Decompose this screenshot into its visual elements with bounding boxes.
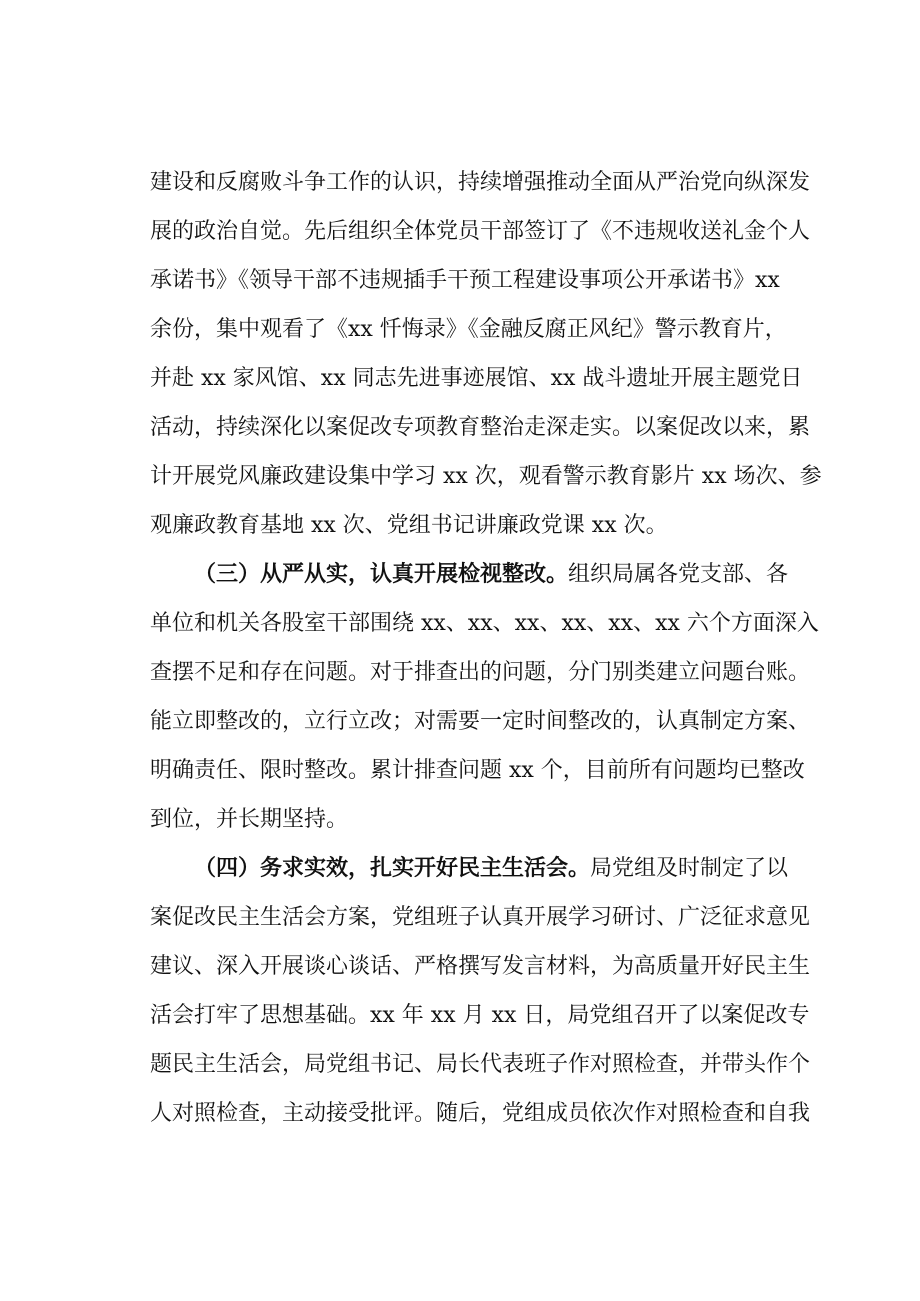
paragraph-line: 余份，集中观看了《xx 忏悔录》《金融反腐正风纪》警示教育片， (150, 317, 787, 342)
section-four-text: 局党组及时制定了以 (590, 856, 789, 881)
paragraph-line: 建议、深入开展谈心谈话、严格撰写发言材料，为高质量开好民主生 (150, 954, 811, 979)
paragraph-line: 案促改民主生活会方案，党组班子认真开展学习研讨、广泛征求意见 (150, 905, 811, 930)
section-three-heading: （三）从严从实，认真开展检视整改。 (194, 562, 569, 587)
paragraph-line: 活动，持续深化以案促改专项教育整治走深走实。以案促改以来，累 (150, 415, 811, 440)
paragraph-line: 人对照检查，主动接受批评。随后，党组成员依次作对照检查和自我 (150, 1101, 811, 1126)
paragraph-line: 承诺书》《领导干部不违规插手干预工程建设事项公开承诺书》xx (150, 268, 780, 293)
paragraph-line: 并赴 xx 家风馆、xx 同志先进事迹展馆、xx 战斗遗址开展主题党日 (150, 366, 803, 391)
paragraph-line: 单位和机关各股室干部围绕 xx、xx、xx、xx、xx、xx 六个方面深入 (150, 611, 819, 636)
paragraph-line: 展的政治自觉。先后组织全体党员干部签订了《不违规收送礼金个人 (150, 219, 811, 244)
paragraph-line: 到位，并长期坚持。 (150, 807, 349, 832)
paragraph-line: 题民主生活会，局党组书记、局长代表班子作对照检查，并带头作个 (150, 1052, 811, 1077)
paragraph-line: 活会打牢了思想基础。xx 年 xx 月 xx 日，局党组召开了以案促改专 (150, 1003, 810, 1028)
section-four-first-line (194, 849, 822, 889)
paragraph-line: 观廉政教育基地 xx 次、党组书记讲廉政党课 xx 次。 (150, 513, 668, 538)
section-four-heading: （四）务求实效，扎实开好民主生活会。 (194, 856, 591, 881)
paragraph-line: 建设和反腐败斗争工作的认识，持续增强推动全面从严治党向纵深发 (150, 170, 811, 195)
section-three-first-line (194, 555, 822, 595)
paragraph-line: 能立即整改的，立行立改；对需要一定时间整改的，认真制定方案、 (150, 709, 811, 734)
paragraph-line: 计开展党风廉政建设集中学习 xx 次，观看警示教育影片 xx 场次、参 (150, 464, 822, 489)
section-three-text: 组织局属各党支部、各 (568, 562, 789, 587)
paragraph-line: 明确责任、限时整改。累计排查问题 xx 个，目前所有问题均已整改 (150, 758, 805, 783)
paragraph-line: 查摆不足和存在问题。对于排查出的问题，分门别类建立问题台账。 (150, 660, 811, 685)
